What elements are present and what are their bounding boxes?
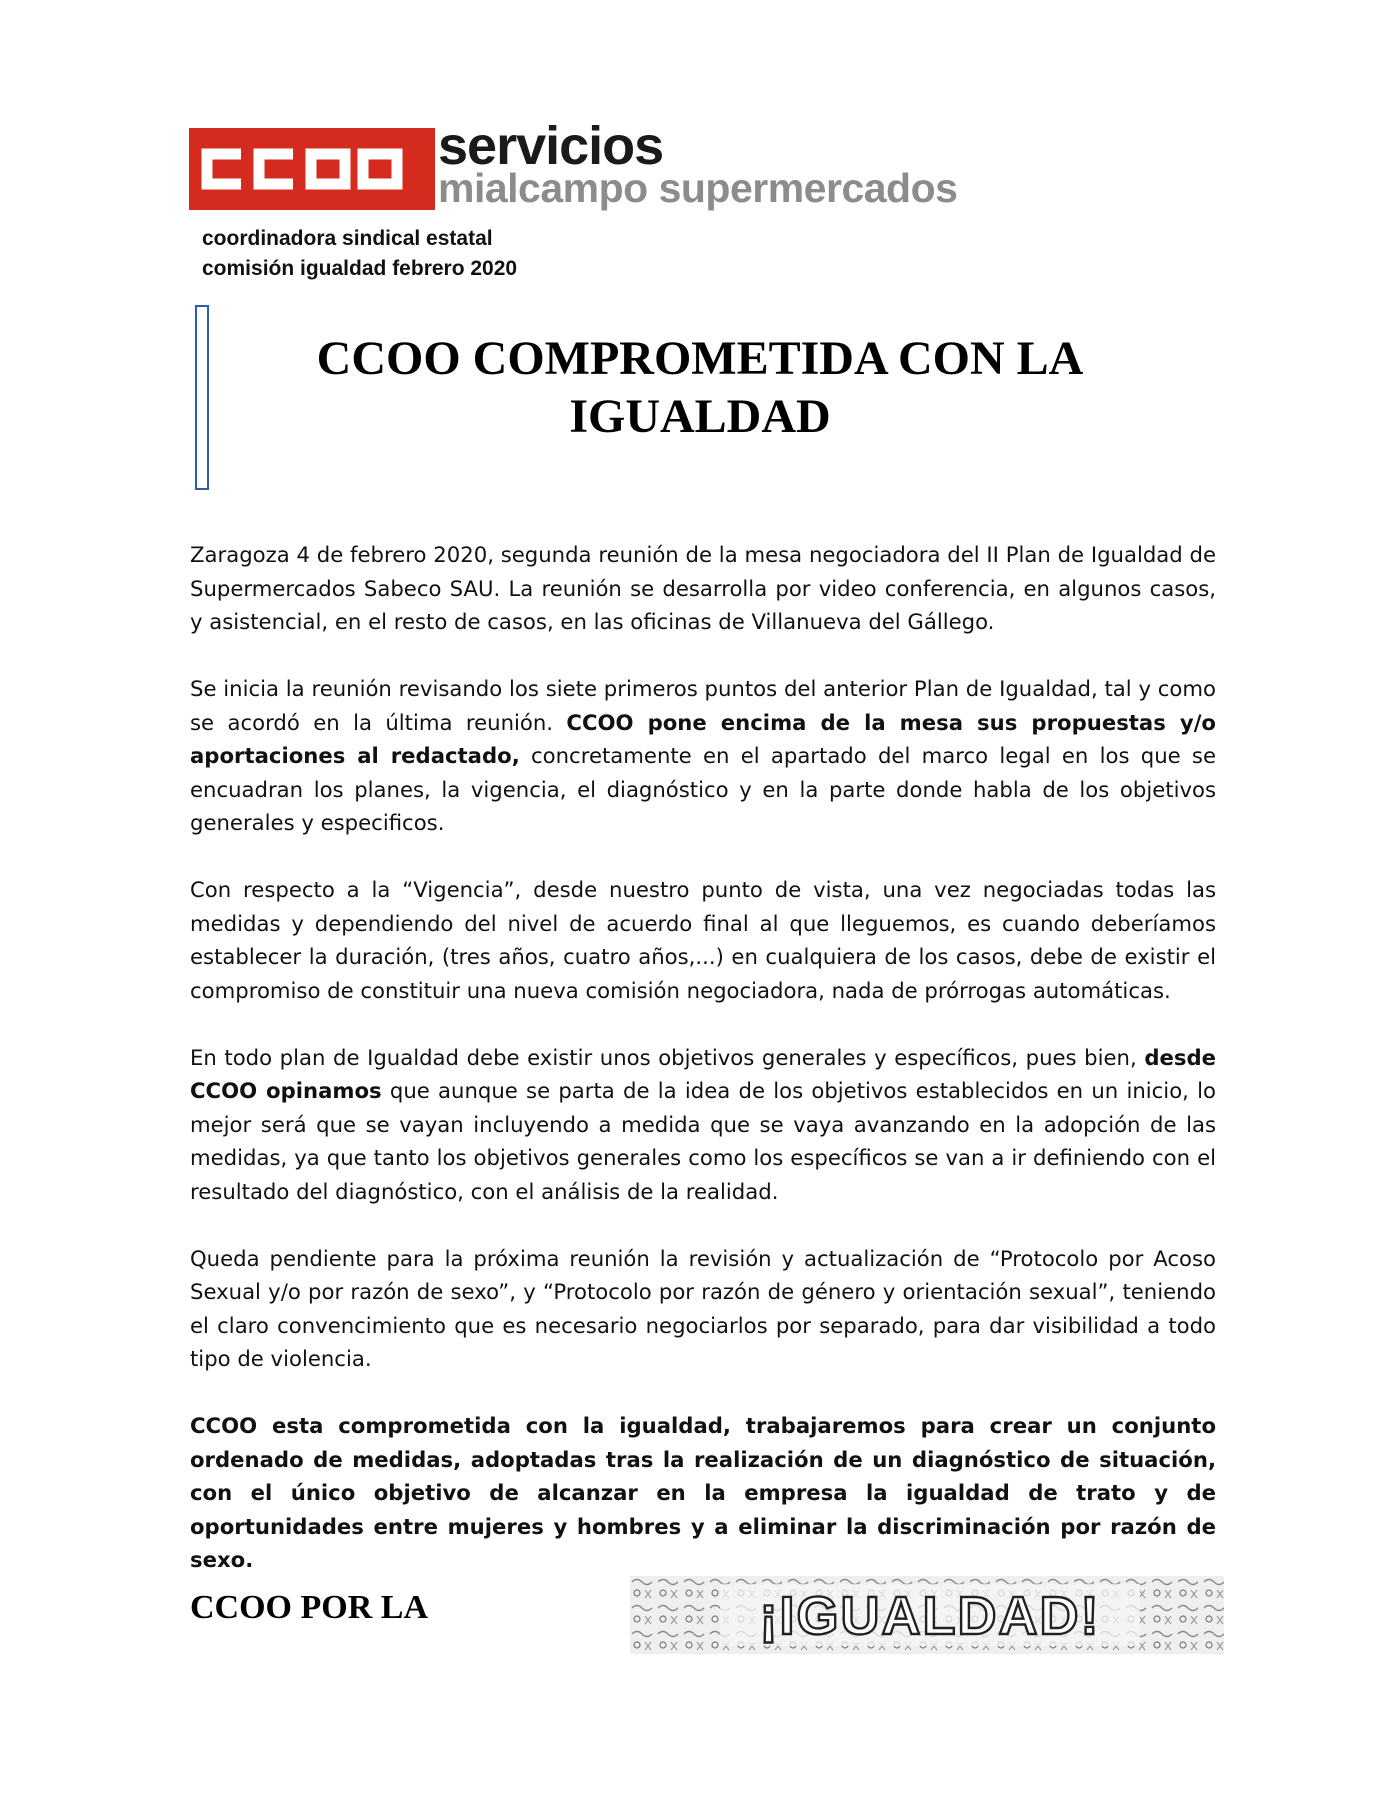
paragraph-6 [190,1409,1216,1577]
document-body [190,538,1216,1610]
page-title [230,330,1170,446]
meta-line-2: comisión igualdad febrero 2020 [202,257,518,280]
title-line-1: CCOO COMPROMETIDA CON LA [316,332,1084,385]
ccoo-letters-icon [189,128,435,210]
paragraph-2 [190,672,1216,840]
paragraph-5: Queda pendiente para la próxima reunión la revisión y actualización de “Protocolo por Acoso Sexual y/o por razón de sexo”, y “Protocolo por razón de género y orientación sexual”, teniendo el claro convencimiento que es necesario negociarlos por separado, para dar visibilidad a todo tipo de violencia. [190,1245,1216,1371]
paragraph-2-bold: CCOO pone encima de la mesa sus propuestas y/o aportaciones al redactado, [190,709,1216,768]
paragraph-1: Zaragoza 4 de febrero 2020, segunda reunión de la mesa negociadora del II Plan de Igualdad de Supermercados Sabeco SAU. La reunión se desarrolla por video conferencia, en algunos casos, y asistencial, en el resto de casos, en las oficinas de Villanueva del Gállego. [190,542,1216,634]
paragraph-4-part-c: que aunque se parta de la idea de los objetivos establecidos en un inicio, lo mejor será que se vayan incluyendo a medida que se vaya avanzando en la adopción de las medidas, ya que tanto los objetivos generales como los específicos se van a ir definiendo con el resultado del diagnóstico, con el análisis de la realidad. [190,1078,1216,1204]
ccoo-logo-mark [189,128,435,210]
paragraph-2-part-a: Se inicia la reunión revisando los siete primeros puntos del anterior Plan de Igualdad, tal y como se acordó en la última reunión. [190,676,1216,735]
paragraph-6-bold: CCOO esta comprometida con la igualdad, trabajaremos para crear un conjunto ordenado de medidas, adoptadas tras la realización de un diagnóstico de situación, con el único objetivo de alcanzar en la empresa la igualdad de trato y de oportunidades entre mujeres y hombres y a eliminar la discriminación por razón de sexo. [190,1413,1216,1572]
paragraph-3: Con respecto a la “Vigencia”, desde nuestro punto de vista, una vez negociadas todas las medidas y dependiendo del nivel de acuerdo final al que lleguemos, es cuando deberíamos establecer la duración, (tres años, cuatro años,...) en cualquiera de los casos, debe de existir el compromiso de constituir una nueva comisión negociadora, nada de prórrogas automáticas. [190,877,1216,1003]
igualdad-banner-art-icon [630,1576,1224,1654]
paragraph-4-bold: desde CCOO opinamos [190,1044,1216,1103]
document-meta [202,224,517,284]
decorative-side-bar [195,305,209,490]
title-line-2: IGUALDAD [569,390,831,443]
logo-subbrand: mialcampo supermercados [438,165,958,211]
paragraph-2-part-c: concretamente en el apartado del marco legal en los que se encuadran los planes, la vigencia, el diagnóstico y en la parte donde habla de los objetivos generales y especificos. [190,743,1216,835]
meta-line-1: coordinadora sindical estatal [202,227,493,250]
paragraph-4 [190,1041,1216,1209]
footer-slogan: CCOO POR LA [190,1589,428,1626]
logo-brand: servicios [438,116,664,176]
banner-text: ¡IGUALDAD! [759,1586,1101,1646]
igualdad-banner [630,1576,1224,1654]
paragraph-4-part-a: En todo plan de Igualdad debe existir unos objetivos generales y específicos, pues bien, [190,1044,1145,1070]
